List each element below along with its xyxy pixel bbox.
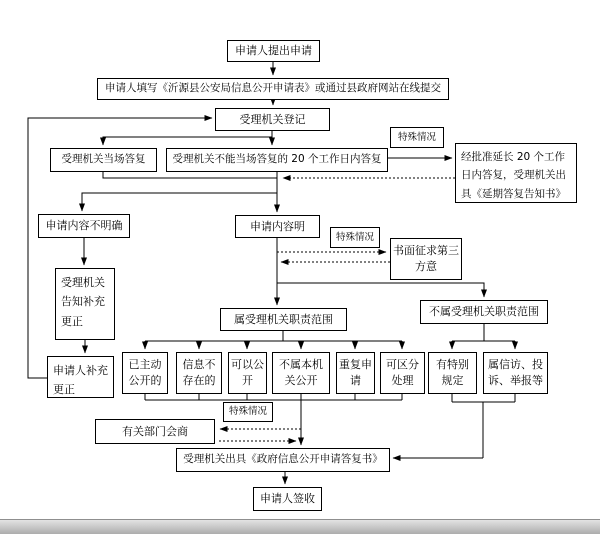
node-start: 申请人提出申请 bbox=[227, 40, 320, 62]
node-special-case-bottom: 特殊情况 bbox=[223, 402, 273, 422]
node-petition: 属信访、投诉、举报等 bbox=[483, 352, 548, 394]
node-in-scope: 属受理机关职责范围 bbox=[220, 308, 347, 331]
node-content-clear: 申请内容明 bbox=[235, 215, 320, 238]
node-info-not-exist: 信息不存在的 bbox=[176, 352, 222, 394]
node-fill-form: 申请人填写《沂源县公安局信息公开申请表》或通过县政府网站在线提交 bbox=[97, 78, 449, 100]
node-content-unclear: 申请内容不明确 bbox=[38, 214, 130, 238]
node-deferred-reply: 受理机关不能当场答复的 20 个工作日内答复 bbox=[166, 148, 388, 172]
node-issue-reply: 受理机关出具《政府信息公开申请答复书》 bbox=[176, 448, 390, 472]
node-special-case-mid: 特殊情况 bbox=[330, 227, 380, 248]
node-repeat-request: 重复申请 bbox=[336, 352, 375, 394]
node-dept-consult: 有关部门会商 bbox=[95, 419, 215, 444]
node-notify-supplement: 受理机关告知补充更正 bbox=[55, 268, 115, 340]
node-can-disclose: 可以公开 bbox=[228, 352, 267, 394]
node-out-of-scope: 不属受理机关职责范围 bbox=[420, 300, 548, 324]
node-sign-receipt: 申请人签收 bbox=[253, 487, 322, 511]
node-register: 受理机关登记 bbox=[215, 108, 330, 131]
node-special-case-top: 特殊情况 bbox=[390, 127, 444, 148]
window-bottom-edge bbox=[0, 519, 600, 534]
node-not-this-organ: 不属本机关公开 bbox=[272, 352, 330, 394]
node-third-party: 书面征求第三方意 bbox=[390, 238, 462, 280]
node-special-rules: 有特别规定 bbox=[428, 352, 477, 394]
node-extended-reply: 经批准延长 20 个工作日内答复，受理机关出具《延期答复告知书》 bbox=[455, 143, 577, 203]
node-separable: 可区分处理 bbox=[380, 352, 425, 394]
node-already-public: 已主动公开的 bbox=[122, 352, 168, 394]
node-onsite-reply: 受理机关当场答复 bbox=[50, 148, 157, 172]
node-applicant-supplement: 申请人补充更正 bbox=[47, 356, 114, 398]
